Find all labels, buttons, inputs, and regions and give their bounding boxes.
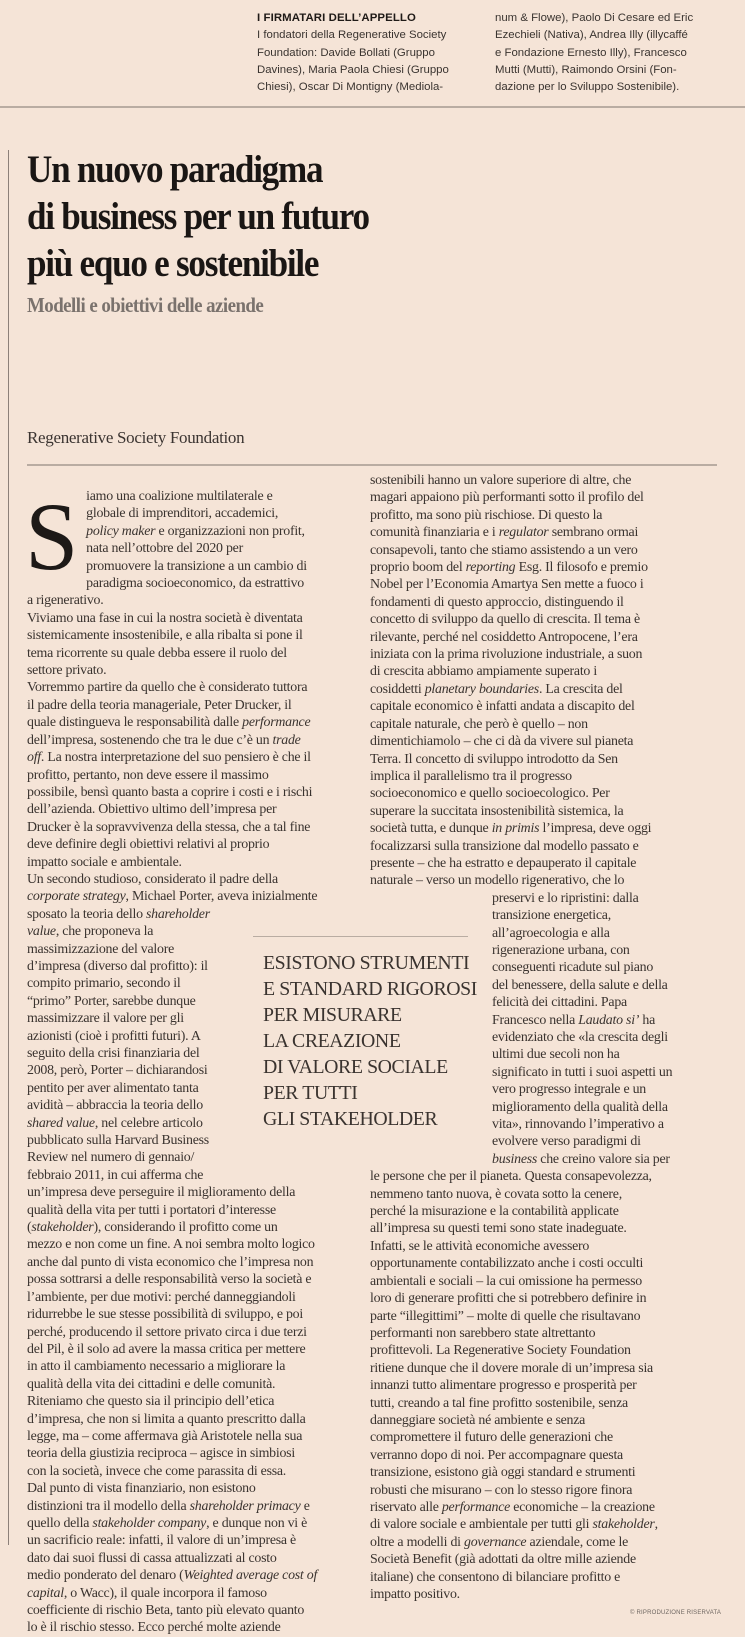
article-line: verranno dopo di noi. Per accompagnare questa bbox=[370, 1447, 623, 1463]
article-line: qualità della vita dei cittadini e delle comunità. bbox=[27, 1376, 276, 1392]
article-line: possibile, bensì quanto basta a coprire i costi e i rischi bbox=[27, 784, 313, 800]
article-line: loro di generare profitti che si potrebbero definire in bbox=[370, 1291, 647, 1307]
article-line: febbraio 2011, in cui afferma che bbox=[27, 1167, 204, 1183]
article-line: tutti, creando a tal fine profitto sostenibile, senza bbox=[370, 1395, 628, 1411]
pull-quote-line: DI VALORE SOCIALE bbox=[263, 1056, 448, 1078]
article-line: possa sottrarsi a delle responsabilità verso la società e bbox=[27, 1272, 312, 1288]
article-line: d’impresa, che non si limita a quanto prescritto dalla bbox=[27, 1411, 306, 1427]
article-line: sposato la teoria dello shareholder bbox=[27, 906, 210, 922]
article-line: italiane) che consentono di bilanciare profitto e bbox=[370, 1569, 621, 1585]
article-line: perché la misurazione e la contabilità applicate bbox=[370, 1204, 619, 1220]
article-line: teoria della giustizia reciproca – agisce in simbiosi bbox=[27, 1446, 295, 1462]
article-line: settore privato. bbox=[27, 663, 107, 679]
article-line: 2008, però, Porter – dichiarandosi bbox=[27, 1063, 208, 1079]
article-line: di valore sociale e ambientale per tutti gli stakeholder, bbox=[370, 1517, 658, 1533]
article-line: danneggiare società né ambiente e senza bbox=[370, 1412, 586, 1428]
article-line: dimentichiamolo – che ci dà da vivere sul pianeta bbox=[370, 734, 634, 750]
byline: Regenerative Society Foundation bbox=[27, 428, 245, 447]
pull-quote-line: ESISTONO STRUMENTI bbox=[263, 952, 470, 974]
article-line: tema ricorrente su quale debba essere il ruolo del bbox=[27, 645, 287, 661]
pull-quote bbox=[263, 950, 483, 1132]
article-line: sistemicamente insostenibile, e alla ribalta si pone il bbox=[27, 628, 303, 644]
article-line: consapevoli, tanto che stiamo assistendo a un vero bbox=[370, 542, 638, 558]
article-line: in atto il cambiamento necessario a migliorare la bbox=[27, 1359, 286, 1375]
pull-quote-line: GLI STAKEHOLDER bbox=[263, 1108, 438, 1130]
headline-line: più equo e sostenibile bbox=[27, 242, 319, 285]
article-line: l’ambiente, per due motivi: perché danneggiandoli bbox=[27, 1289, 296, 1305]
article-line: implica il parallelismo tra il progresso bbox=[370, 768, 572, 784]
article-line: le persone che per il pianeta. Questa consapevolezza, bbox=[370, 1169, 652, 1185]
article-line: del benessere, della salute e della bbox=[492, 977, 668, 993]
drop-cap: S bbox=[25, 483, 79, 590]
article-line: performanti non sarebbero state altrettanto bbox=[370, 1325, 596, 1341]
article-line: robusti che misurano – con lo stesso rigore finora bbox=[370, 1482, 633, 1498]
article-line: azionisti (cioè i profitti futuri). A bbox=[27, 1028, 201, 1044]
pull-quote-divider bbox=[253, 936, 468, 937]
article-line: preservi e lo ripristini: dalla bbox=[492, 890, 639, 906]
article-line: value, che proponeva la bbox=[27, 924, 154, 940]
article-line: riservato alle performance economiche – la creazione bbox=[370, 1499, 655, 1515]
article-line: fondamenti di questo approccio, distinguendo il bbox=[370, 594, 624, 610]
article-line: coefficiente di rischio Beta, tanto più elevato quanto bbox=[27, 1603, 305, 1618]
article-line: mezzo e non come un fine. A noi sembra molto logico bbox=[27, 1237, 315, 1253]
article-line: naturale – verso un modello rigenerativo, che lo bbox=[370, 873, 625, 889]
article-line: cosiddetti planetary boundaries. La crescita del bbox=[370, 681, 623, 697]
subheadline: Modelli e obiettivi delle aziende bbox=[27, 293, 264, 317]
article-line: dell’azienda. Obiettivo ultimo dell’impresa per bbox=[27, 802, 277, 818]
article-line: capital, o Wacc), il quale incorpora il famoso bbox=[27, 1585, 267, 1601]
article-line: Review nel numero di gennaio/ bbox=[27, 1150, 195, 1166]
article-line: comunità finanziaria e i regulator sembrano ormai bbox=[370, 525, 639, 541]
pull-quote-line: PER MISURARE bbox=[263, 1004, 402, 1026]
article-line: ambientali e sociali – la cui omissione ha permesso bbox=[370, 1273, 642, 1289]
article-line: dato dai suoi flussi di cassa attualizzati al costo bbox=[27, 1550, 277, 1566]
article-line: superare la succitata insostenibilità sistemica, la bbox=[370, 803, 624, 819]
article-line: policy maker e organizzazioni non profit, bbox=[86, 523, 305, 539]
article-line: profittevoli. La Regenerative Society Foundation bbox=[370, 1343, 631, 1359]
article-line: perché, producendo il settore privato circa i due terzi bbox=[27, 1324, 307, 1340]
article-line: paradigma socioeconomico, da estrattivo bbox=[86, 576, 304, 592]
article-line: Drucker è la sopravvivenza della stessa, che a tal fine bbox=[27, 819, 311, 835]
article-line: ridurrebbe le sue stesse possibilità di sviluppo, e poi bbox=[27, 1307, 303, 1323]
article-line: massimizzare il valore per gli bbox=[27, 1011, 184, 1027]
pull-quote-line: LA CREAZIONE bbox=[263, 1030, 401, 1052]
article-line: anche dal punto di vista economico che l’impresa non bbox=[27, 1254, 314, 1270]
article-line: seguito della crisi finanziaria del bbox=[27, 1046, 200, 1061]
article-line: impatto sociale e ambientale. bbox=[27, 854, 182, 870]
article-line: Dal punto di vista finanziario, non esistono bbox=[27, 1481, 256, 1497]
article-line: di crescita abbiamo ampiamente superato i bbox=[370, 664, 597, 680]
byline-divider bbox=[27, 464, 717, 466]
article-line: il padre della teoria manageriale, Peter Drucker, il bbox=[27, 697, 292, 713]
article-line: evolvere verso paradigmi di bbox=[492, 1134, 641, 1150]
signers-column-2 bbox=[495, 10, 717, 96]
article-line: rilevante, perché nel cosiddetto Antropocene, l’era bbox=[370, 629, 638, 645]
article-line: Un secondo studioso, considerato il padre della bbox=[27, 871, 278, 887]
article-line: iniziata con la prima rivoluzione industriale, a suon bbox=[370, 647, 643, 663]
signers-line: I fondatori della Regenerative Society bbox=[257, 29, 447, 42]
article-line: off. La nostra interpretazione del suo pensiero è che il bbox=[27, 750, 311, 766]
article-line: Francesco nella Laudato si’ ha bbox=[492, 1012, 656, 1028]
article-line: un sacrificio reale: infatti, il valore di un’impresa è bbox=[27, 1533, 296, 1549]
article-line: impatto positivo. bbox=[370, 1587, 460, 1602]
article-line: società tutta, e dunque in primis l’impresa, deve oggi bbox=[370, 821, 652, 837]
article-line: corporate strategy, Michael Porter, aveva inizialmente bbox=[27, 889, 318, 905]
article-line: Infatti, se le attività economiche avessero bbox=[370, 1238, 590, 1254]
article-line: d’impresa (diverso dal profitto): il bbox=[27, 958, 208, 974]
article-line: conseguenti ricadute sul piano bbox=[492, 960, 654, 976]
article-line: concetto di sviluppo da quello di crescita. Il tema è bbox=[370, 612, 640, 628]
headline bbox=[27, 146, 531, 287]
signers-line: Foundation: Davide Bollati (Gruppo bbox=[257, 46, 435, 59]
signers-line: Chiesi), Oscar Di Montigny (Mediola- bbox=[257, 81, 444, 94]
article-line: business che creino valore sia per bbox=[492, 1151, 670, 1167]
article-line: deve definire degli obiettivi relativi al proprio bbox=[27, 837, 270, 853]
article-line: compromettere il futuro delle generazioni che bbox=[370, 1430, 613, 1446]
article-line: transizione, esistono già oggi standard e strumenti bbox=[370, 1465, 636, 1481]
article-line: Terra. Il concetto di sviluppo introdotto da Sen bbox=[370, 751, 618, 767]
article-line: qualità della vita per tutti i portatori d’interesse bbox=[27, 1202, 276, 1218]
signers-line: e Fondazione Ernesto Illy), Francesco bbox=[495, 46, 687, 59]
article-line: medio ponderato del denaro (Weighted average cost of bbox=[27, 1568, 318, 1584]
article-line: capitale naturale, che però è quello – non bbox=[370, 716, 588, 732]
article-line: significato in tutti i suoi aspetti un bbox=[492, 1064, 673, 1080]
article-line: oltre a modelli di governance aziendale, come le bbox=[370, 1534, 628, 1550]
article-line: a rigenerativo. bbox=[27, 593, 104, 609]
article-line: avidità – abbraccia la teoria dello bbox=[27, 1098, 203, 1114]
article-line: parte “illegittimi” – molte di quelle che risultavano bbox=[370, 1308, 641, 1324]
article-line: transizione energetica, bbox=[492, 908, 611, 924]
article-line: profitto, pertanto, non deve essere il massimo bbox=[27, 767, 269, 783]
article-line: lo è il rischio stesso. Ecco perché molte aziende bbox=[27, 1620, 281, 1636]
article-line: Vorremmo partire da quello che è considerato tuttora bbox=[27, 680, 308, 696]
article-line: massimizzazione del valore bbox=[27, 941, 175, 957]
article-line: globale di imprenditori, accademici, bbox=[86, 506, 279, 522]
headline-line: Un nuovo paradigma bbox=[27, 148, 323, 191]
article-line: vita», rinnovando l’imperativo a bbox=[492, 1117, 664, 1133]
article-line: legge, ma – come affermava già Aristotele nella sua bbox=[27, 1428, 303, 1444]
article-line: nemmeno tanto nuova, è covata sotto la cenere, bbox=[370, 1186, 622, 1202]
article-line: pubblicato sulla Harvard Business bbox=[27, 1133, 209, 1149]
top-divider bbox=[0, 106, 745, 108]
article-line: Nobel per l’Economia Amartya Sen mette a fuoco i bbox=[370, 577, 644, 593]
article-line: distinzioni tra il modello della shareholder primacy e bbox=[27, 1498, 310, 1514]
article-line: pentito per aver alimentato tanta bbox=[27, 1080, 199, 1096]
signers-line: Davines), Maria Paola Chiesi (Gruppo bbox=[257, 63, 449, 76]
signers-heading: I FIRMATARI DELL’APPELLO bbox=[257, 12, 416, 24]
signers-line: Ezechieli (Nativa), Andrea Illy (illycaffé bbox=[495, 29, 688, 42]
signers-line: dazione per lo Sviluppo Sostenibile). bbox=[495, 81, 680, 94]
article-line: felicità dei cittadini. Papa bbox=[492, 995, 627, 1011]
article-line: con la società, invece che come parassita di essa. bbox=[27, 1463, 287, 1479]
pull-quote-line: PER TUTTI bbox=[263, 1082, 358, 1104]
article-line: innanzi tutto alimentare progresso e prosperità per bbox=[370, 1378, 637, 1394]
article-line: Società Benefit (già adottati da oltre mille aziende bbox=[370, 1552, 636, 1568]
article-line: evidenziato che «la crescita degli bbox=[492, 1030, 668, 1045]
article-line: del Pil, è il solo ad avere la massa critica per mettere bbox=[27, 1341, 306, 1357]
signers-column-1 bbox=[257, 10, 479, 96]
article-line: socioeconomico e quello socioecologico. Per bbox=[370, 786, 610, 802]
article-line: all’impresa su questi temi sono state inadeguate. bbox=[370, 1221, 627, 1237]
article-line: focalizzarsi sulla transizione dal modello passato e bbox=[370, 838, 639, 854]
article-line: “primo” Porter, sarebbe dunque bbox=[27, 993, 196, 1009]
article-line: quello della stakeholder company, e dunque non vi è bbox=[27, 1515, 308, 1531]
article-line: magari appaiono più performanti sotto il profilo del bbox=[370, 490, 644, 506]
copyright-notice: © RIPRODUZIONE RISERVATA bbox=[630, 1610, 722, 1616]
article-line: ritiene dunque che il dovere morale di un’impresa sia bbox=[370, 1360, 653, 1376]
article-line: un’impresa deve perseguire il miglioramento della bbox=[27, 1185, 296, 1201]
article-line: Riteniamo che questo sia il principio dell’etica bbox=[27, 1394, 275, 1410]
signers-line: Mutti (Mutti), Raimondo Orsini (Fon- bbox=[495, 63, 677, 76]
article-line: iamo una coalizione multilaterale e bbox=[86, 489, 273, 504]
article-line: Viviamo una fase in cui la nostra società è diventata bbox=[27, 610, 303, 626]
article-line: proprio boom del reporting Esg. Il filosofo e premio bbox=[370, 560, 648, 576]
article-line: shared value, nel celebre articolo bbox=[27, 1115, 203, 1131]
article-line: presente – che ha estratto e depauperato il capitale bbox=[370, 855, 637, 871]
article-line: vero progresso integrale e un bbox=[492, 1082, 646, 1098]
headline-line: di business per un futuro bbox=[27, 195, 369, 238]
article-line: profitto, ma sono più rischiose. Di questo la bbox=[370, 507, 603, 523]
article-line: promuovere la transizione a un cambio di bbox=[86, 558, 307, 574]
article-line: all’agroecologia e alla bbox=[492, 925, 610, 941]
article-line: opportunamente contabilizzato anche i costi occulti bbox=[370, 1256, 644, 1272]
signers-line: num & Flowe), Paolo Di Cesare ed Eric bbox=[495, 12, 694, 24]
article-line: nata nell’ottobre del 2020 per bbox=[86, 541, 243, 557]
article-line: sostenibili hanno un valore superiore di altre, che bbox=[370, 473, 632, 488]
article-line: compito primario, secondo il bbox=[27, 976, 181, 992]
article-line: quale distingueva le responsabilità dalle performance bbox=[27, 715, 311, 731]
article-line: (stakeholder), considerando il profitto come un bbox=[27, 1220, 278, 1236]
article-line: dell’impresa, sostenendo che tra le due c’è un trade bbox=[27, 732, 301, 748]
left-column-rule bbox=[8, 150, 9, 1545]
article-line: capitale economico è infatti andata a discapito del bbox=[370, 699, 635, 715]
article-line: ultimi due secoli non ha bbox=[492, 1047, 620, 1063]
pull-quote-line: E STANDARD RIGOROSI bbox=[263, 978, 477, 1000]
article-line: rigenerazione urbana, con bbox=[492, 942, 630, 958]
article-line: miglioramento della qualità della bbox=[492, 1099, 668, 1115]
